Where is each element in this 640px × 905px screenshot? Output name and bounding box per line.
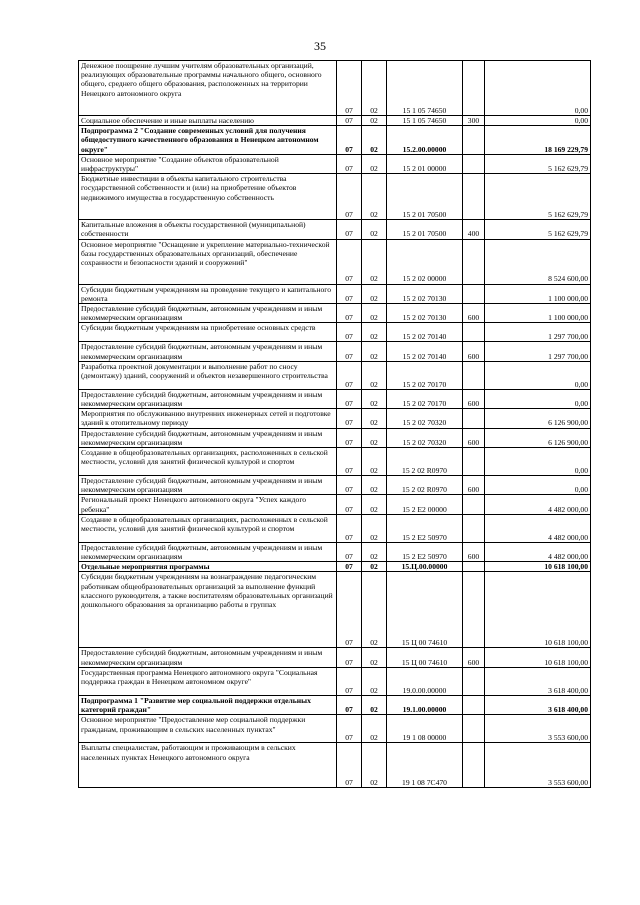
row-section: 07	[337, 409, 362, 428]
table-row	[79, 154, 591, 173]
row-amount: 6 126 900,00	[485, 409, 591, 428]
row-expense-type	[463, 284, 485, 303]
table-row	[79, 428, 591, 447]
row-expense-type: 600	[463, 342, 485, 361]
row-amount: 10 618 100,00	[485, 572, 591, 648]
row-name: Социальное обеспечение и иные выплаты населению	[79, 116, 337, 126]
table-row	[79, 743, 591, 788]
row-subsection: 02	[362, 495, 387, 514]
row-section: 07	[337, 743, 362, 788]
row-expense-type: 600	[463, 476, 485, 495]
row-expense-type	[463, 448, 485, 476]
row-article: 15 2 02 R0970	[387, 476, 463, 495]
row-amount: 3 618 400,00	[485, 667, 591, 695]
row-expense-type	[463, 323, 485, 342]
row-amount: 8 524 600,00	[485, 239, 591, 284]
table-row	[79, 61, 591, 116]
row-subsection: 02	[362, 342, 387, 361]
row-name: Субсидии бюджетным учреждениям на приобретение основных средств	[79, 323, 337, 342]
row-section: 07	[337, 572, 362, 648]
row-article: 15 2 02 70170	[387, 361, 463, 389]
row-subsection: 02	[362, 562, 387, 572]
row-subsection: 02	[362, 542, 387, 561]
row-name: Отдельные мероприятия программы	[79, 562, 337, 572]
row-expense-type	[463, 572, 485, 648]
row-name: Предоставление субсидий бюджетным, автономным учреждениям и иным некоммерческим организациям	[79, 648, 337, 667]
table-row	[79, 126, 591, 155]
row-expense-type	[463, 743, 485, 788]
row-expense-type	[463, 562, 485, 572]
row-amount: 10 618 100,00	[485, 562, 591, 572]
row-section: 07	[337, 323, 362, 342]
table-row	[79, 116, 591, 126]
row-amount: 4 482 000,00	[485, 495, 591, 514]
row-name: Субсидии бюджетным учреждениям на проведение текущего и капитального ремонта	[79, 284, 337, 303]
table-row	[79, 174, 591, 220]
row-section: 07	[337, 648, 362, 667]
row-article: 15 2 E2 50970	[387, 542, 463, 561]
row-section: 07	[337, 562, 362, 572]
row-article: 15 2 E2 50970	[387, 514, 463, 542]
table-row	[79, 239, 591, 284]
row-name: Предоставление субсидий бюджетным, автономным учреждениям и иным некоммерческим организациям	[79, 428, 337, 447]
row-subsection: 02	[362, 239, 387, 284]
row-name: Создание в общеобразовательных организациях, расположенных в сельской местности, условий для занятий физической культурой и спортом	[79, 514, 337, 542]
row-name: Подпрограмма 2 "Создание современных условий для получения общедоступного качественного образования в Ненецком автономном округе"	[79, 126, 337, 155]
row-amount: 4 482 000,00	[485, 542, 591, 561]
row-name: Субсидии бюджетным учреждениям на вознаграждение педагогическим работникам общеобразовательных организаций за выполнение функций классного руководителя, а также воспитателям образовательных организаций дошкольного образования за организацию работы в группах	[79, 572, 337, 648]
row-amount: 0,00	[485, 448, 591, 476]
row-expense-type	[463, 495, 485, 514]
table-row	[79, 562, 591, 572]
row-name: Предоставление субсидий бюджетным, автономным учреждениям и иным некоммерческим организациям	[79, 476, 337, 495]
row-name: Основное мероприятие "Оснащение и укрепление материально-технической базы государственных образовательных организаций, обеспечение сохранности и безопасности зданий и сооружений"	[79, 239, 337, 284]
row-name: Предоставление субсидий бюджетным, автономным учреждениям и иным некоммерческим организациям	[79, 304, 337, 323]
row-name: Мероприятия по обслуживанию внутренних инженерных сетей и подготовке зданий к отопительному периоду	[79, 409, 337, 428]
row-subsection: 02	[362, 220, 387, 239]
row-amount: 5 162 629,79	[485, 174, 591, 220]
budget-table	[78, 60, 591, 788]
table-row	[79, 220, 591, 239]
row-article: 15 Ц 00 74610	[387, 572, 463, 648]
row-subsection: 02	[362, 284, 387, 303]
row-amount: 3 553 600,00	[485, 715, 591, 743]
row-amount: 0,00	[485, 116, 591, 126]
row-section: 07	[337, 342, 362, 361]
row-amount: 1 100 000,00	[485, 284, 591, 303]
row-expense-type: 600	[463, 428, 485, 447]
row-section: 07	[337, 154, 362, 173]
row-name: Основное мероприятие "Создание объектов образовательной инфраструктуры"	[79, 154, 337, 173]
row-section: 07	[337, 542, 362, 561]
row-article: 15.2.00.00000	[387, 126, 463, 155]
table-row	[79, 514, 591, 542]
row-expense-type: 600	[463, 542, 485, 561]
row-subsection: 02	[362, 389, 387, 408]
row-amount: 0,00	[485, 389, 591, 408]
row-amount: 3 553 600,00	[485, 743, 591, 788]
table-row	[79, 695, 591, 714]
row-article: 15 2 02 70140	[387, 323, 463, 342]
row-expense-type	[463, 239, 485, 284]
row-article: 15 2 01 00000	[387, 154, 463, 173]
row-subsection: 02	[362, 743, 387, 788]
row-amount: 6 126 900,00	[485, 428, 591, 447]
row-expense-type	[463, 154, 485, 173]
row-amount: 4 482 000,00	[485, 514, 591, 542]
row-article: 19 1 08 00000	[387, 715, 463, 743]
row-subsection: 02	[362, 154, 387, 173]
row-article: 15 2 02 00000	[387, 239, 463, 284]
row-expense-type: 400	[463, 220, 485, 239]
table-row	[79, 667, 591, 695]
row-section: 07	[337, 667, 362, 695]
row-name: Основное мероприятие "Предоставление мер социальной поддержки гражданам, проживающим в сельских населенных пунктах"	[79, 715, 337, 743]
row-subsection: 02	[362, 514, 387, 542]
row-amount: 5 162 629,79	[485, 220, 591, 239]
row-section: 07	[337, 389, 362, 408]
row-article: 15 2 02 70320	[387, 409, 463, 428]
row-subsection: 02	[362, 476, 387, 495]
row-subsection: 02	[362, 61, 387, 116]
row-section: 07	[337, 428, 362, 447]
row-name: Денежное поощрение лучшим учителям образовательных организаций, реализующих образовательные программы начального общего, основного общего, среднего общего образования, расположенных на территории Ненецкого автономного округа	[79, 61, 337, 116]
table-row	[79, 648, 591, 667]
row-section: 07	[337, 61, 362, 116]
row-subsection: 02	[362, 448, 387, 476]
row-name: Создание в общеобразовательных организациях, расположенных в сельской местности, условий для занятий физической культурой и спортом	[79, 448, 337, 476]
row-amount: 0,00	[485, 361, 591, 389]
row-section: 07	[337, 174, 362, 220]
table-row	[79, 542, 591, 561]
row-amount: 1 297 700,00	[485, 342, 591, 361]
row-name: Предоставление субсидий бюджетным, автономным учреждениям и иным некоммерческим организациям	[79, 342, 337, 361]
table-row	[79, 448, 591, 476]
row-article: 15 1 05 74650	[387, 116, 463, 126]
row-section: 07	[337, 695, 362, 714]
row-subsection: 02	[362, 409, 387, 428]
row-name: Подпрограмма 1 "Развитие мер социальной поддержки отдельных категорий граждан"	[79, 695, 337, 714]
page-number: 35	[314, 39, 326, 53]
row-amount: 18 169 229,79	[485, 126, 591, 155]
row-expense-type	[463, 174, 485, 220]
row-amount: 10 618 100,00	[485, 648, 591, 667]
row-name: Предоставление субсидий бюджетным, автономным учреждениям и иным некоммерческим организациям	[79, 542, 337, 561]
row-name: Бюджетные инвестиции в объекты капитального строительства государственной собственности и (или) на приобретение объектов недвижимого имущества в государственную собственность	[79, 174, 337, 220]
row-amount: 0,00	[485, 476, 591, 495]
table-row	[79, 476, 591, 495]
row-amount: 1 297 700,00	[485, 323, 591, 342]
row-expense-type: 600	[463, 304, 485, 323]
row-expense-type	[463, 667, 485, 695]
row-expense-type: 600	[463, 389, 485, 408]
table-row	[79, 495, 591, 514]
row-name: Выплаты специалистам, работающим и проживающим в сельских населенных пунктах Ненецкого автономного округа	[79, 743, 337, 788]
row-expense-type	[463, 409, 485, 428]
row-subsection: 02	[362, 323, 387, 342]
table-row	[79, 409, 591, 428]
row-expense-type	[463, 126, 485, 155]
row-amount: 3 618 400,00	[485, 695, 591, 714]
row-section: 07	[337, 361, 362, 389]
row-subsection: 02	[362, 572, 387, 648]
row-expense-type: 600	[463, 648, 485, 667]
row-subsection: 02	[362, 174, 387, 220]
row-section: 07	[337, 220, 362, 239]
row-expense-type	[463, 695, 485, 714]
row-expense-type	[463, 514, 485, 542]
row-subsection: 02	[362, 715, 387, 743]
row-article: 15 1 05 74650	[387, 61, 463, 116]
row-article: 15 2 02 70130	[387, 304, 463, 323]
row-section: 07	[337, 239, 362, 284]
row-subsection: 02	[362, 361, 387, 389]
table-row	[79, 284, 591, 303]
row-name: Государственная программа Ненецкого автономного округа "Социальная поддержка граждан в Ненецком автономном округе"	[79, 667, 337, 695]
table-row	[79, 304, 591, 323]
table-row	[79, 715, 591, 743]
row-article: 15 2 02 70140	[387, 342, 463, 361]
row-section: 07	[337, 304, 362, 323]
row-subsection: 02	[362, 304, 387, 323]
row-article: 15 Ц 00 74610	[387, 648, 463, 667]
row-name: Региональный проект Ненецкого автономного округа "Успех каждого ребенка"	[79, 495, 337, 514]
row-article: 15 2 02 70130	[387, 284, 463, 303]
row-article: 19 1 08 7С470	[387, 743, 463, 788]
row-amount: 1 100 000,00	[485, 304, 591, 323]
row-article: 15 2 02 70170	[387, 389, 463, 408]
row-section: 07	[337, 715, 362, 743]
row-article: 15 2 E2 00000	[387, 495, 463, 514]
table-row	[79, 572, 591, 648]
row-expense-type: 300	[463, 116, 485, 126]
row-expense-type	[463, 361, 485, 389]
row-article: 19.0.00.00000	[387, 667, 463, 695]
row-section: 07	[337, 514, 362, 542]
table-row	[79, 361, 591, 389]
row-name: Разработка проектной документации и выполнение работ по сносу (демонтажу) зданий, сооружений и объектов незавершенного строительства	[79, 361, 337, 389]
table-row	[79, 389, 591, 408]
row-section: 07	[337, 476, 362, 495]
row-name: Предоставление субсидий бюджетным, автономным учреждениям и иным некоммерческим организациям	[79, 389, 337, 408]
row-article: 19.1.00.00000	[387, 695, 463, 714]
row-article: 15 2 01 70500	[387, 174, 463, 220]
row-section: 07	[337, 495, 362, 514]
table-row	[79, 342, 591, 361]
row-article: 15 2 02 R0970	[387, 448, 463, 476]
row-amount: 0,00	[485, 61, 591, 116]
row-article: 15 2 02 70320	[387, 428, 463, 447]
row-section: 07	[337, 126, 362, 155]
row-name: Капитальные вложения в объекты государственной (муниципальной) собственности	[79, 220, 337, 239]
row-section: 07	[337, 284, 362, 303]
row-subsection: 02	[362, 428, 387, 447]
row-subsection: 02	[362, 648, 387, 667]
row-subsection: 02	[362, 126, 387, 155]
row-amount: 5 162 629,79	[485, 154, 591, 173]
row-section: 07	[337, 116, 362, 126]
row-section: 07	[337, 448, 362, 476]
row-expense-type	[463, 61, 485, 116]
row-expense-type	[463, 715, 485, 743]
row-subsection: 02	[362, 116, 387, 126]
row-article: 15 2 01 70500	[387, 220, 463, 239]
table-row	[79, 323, 591, 342]
row-subsection: 02	[362, 667, 387, 695]
row-article: 15.Ц.00.00000	[387, 562, 463, 572]
row-subsection: 02	[362, 695, 387, 714]
